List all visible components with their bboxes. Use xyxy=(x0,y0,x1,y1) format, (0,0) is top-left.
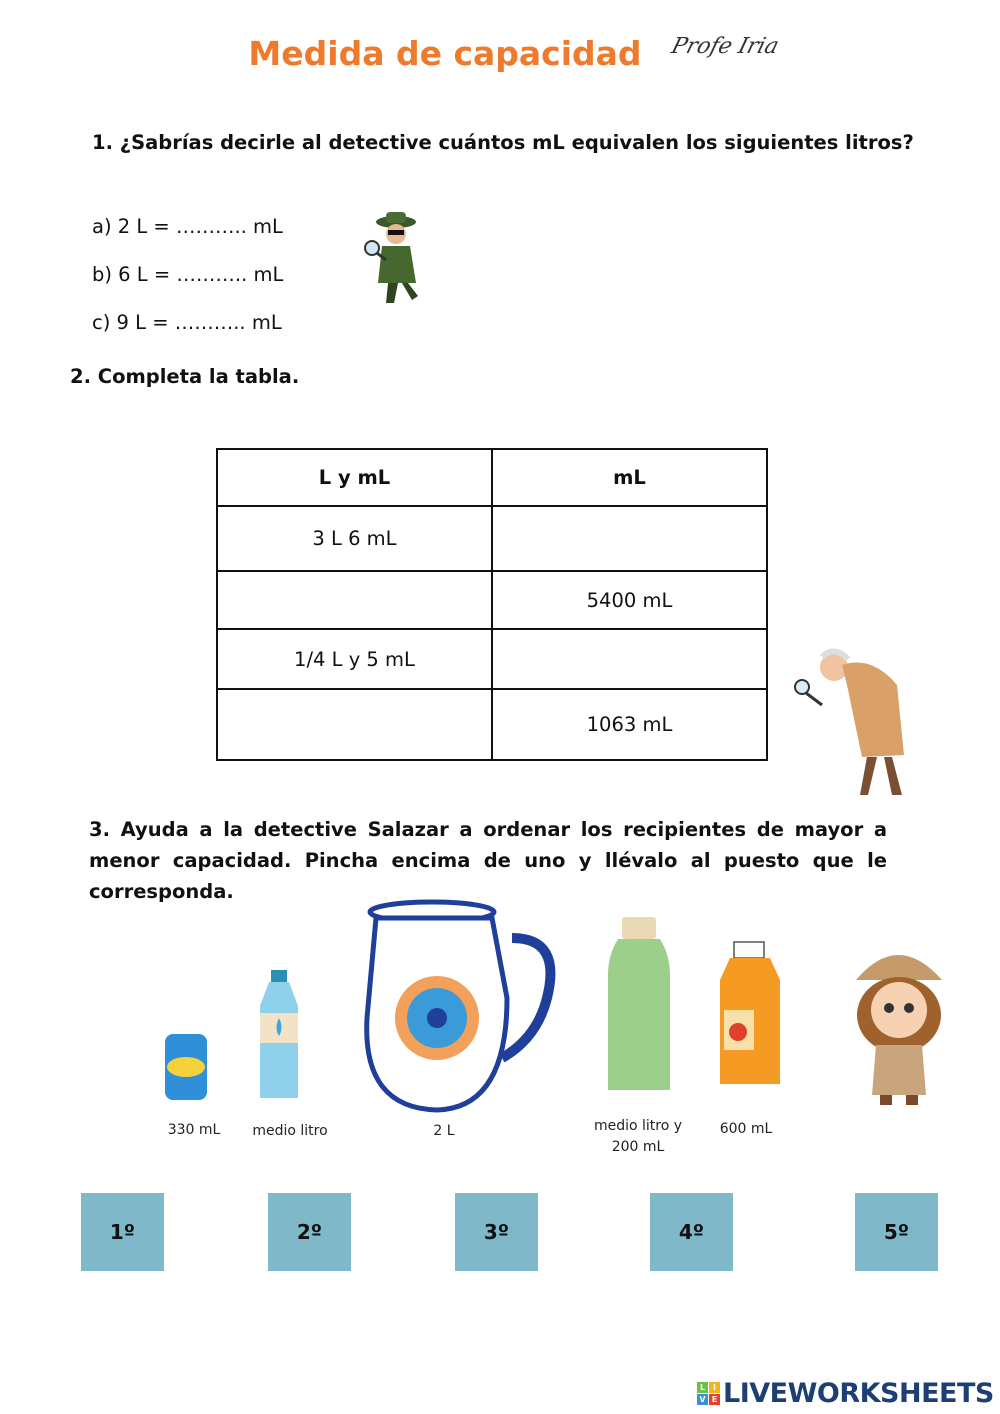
table-cell[interactable]: 1/4 L y 5 mL xyxy=(217,629,492,689)
juice-bottle-icon[interactable] xyxy=(718,940,786,1088)
green-bottle-icon[interactable] xyxy=(604,915,674,1095)
logo-block: E xyxy=(709,1394,720,1405)
logo-block: I xyxy=(709,1382,720,1393)
logo-text: LIVEWORKSHEETS xyxy=(723,1378,994,1409)
logo-blocks-icon xyxy=(697,1382,720,1405)
slot-4[interactable]: 4º xyxy=(650,1193,733,1271)
signature: Profe Iria xyxy=(668,34,782,59)
old-detective-icon xyxy=(792,645,912,805)
container-label: 330 mL xyxy=(167,1122,221,1138)
slot-5[interactable]: 5º xyxy=(855,1193,938,1271)
slot-2[interactable]: 2º xyxy=(268,1193,351,1271)
container-label: medio litro xyxy=(252,1123,328,1139)
soda-can-icon[interactable] xyxy=(162,1030,210,1102)
table-cell[interactable] xyxy=(217,571,492,629)
container-label: 2 L xyxy=(433,1123,455,1139)
question-2: 2. Completa la tabla. xyxy=(70,365,300,388)
header-ml: mL xyxy=(492,449,767,506)
slot-3[interactable]: 3º xyxy=(455,1193,538,1271)
table-cell[interactable]: 3 L 6 mL xyxy=(217,506,492,571)
table-cell[interactable] xyxy=(492,629,767,689)
logo-block: V xyxy=(697,1394,708,1405)
table-cell[interactable]: 1063 mL xyxy=(492,689,767,760)
jug-icon[interactable] xyxy=(362,898,562,1118)
header-l-ml: L y mL xyxy=(217,449,492,506)
detective-icon xyxy=(358,208,428,308)
water-bottle-icon[interactable] xyxy=(256,968,302,1103)
conversion-table xyxy=(216,448,768,761)
logo-block: L xyxy=(697,1382,708,1393)
container-label: 600 mL xyxy=(719,1121,773,1137)
liveworksheets-logo[interactable] xyxy=(697,1378,994,1409)
table-cell[interactable]: 5400 mL xyxy=(492,571,767,629)
question-1: 1. ¿Sabrías decirle al detective cuántos mL equivalen los siguientes litros? xyxy=(92,131,914,154)
slot-1[interactable]: 1º xyxy=(81,1193,164,1271)
question-1-item-c: c) 9 L = ……….. mL xyxy=(92,311,282,334)
question-1-item-b: b) 6 L = ……….. mL xyxy=(92,263,284,286)
table-cell[interactable] xyxy=(217,689,492,760)
girl-detective-icon xyxy=(846,930,952,1108)
question-1-item-a: a) 2 L = ……….. mL xyxy=(92,215,283,238)
question-3: 3. Ayuda a la detective Salazar a ordenar los recipientes de mayor a menor capacidad. Pincha encima de uno y llévalo al puesto que le corresponda. xyxy=(89,818,887,903)
container-label: medio litro y 200 mL xyxy=(593,1118,683,1155)
page-title: Medida de capacidad xyxy=(248,34,642,73)
table-cell[interactable] xyxy=(492,506,767,571)
